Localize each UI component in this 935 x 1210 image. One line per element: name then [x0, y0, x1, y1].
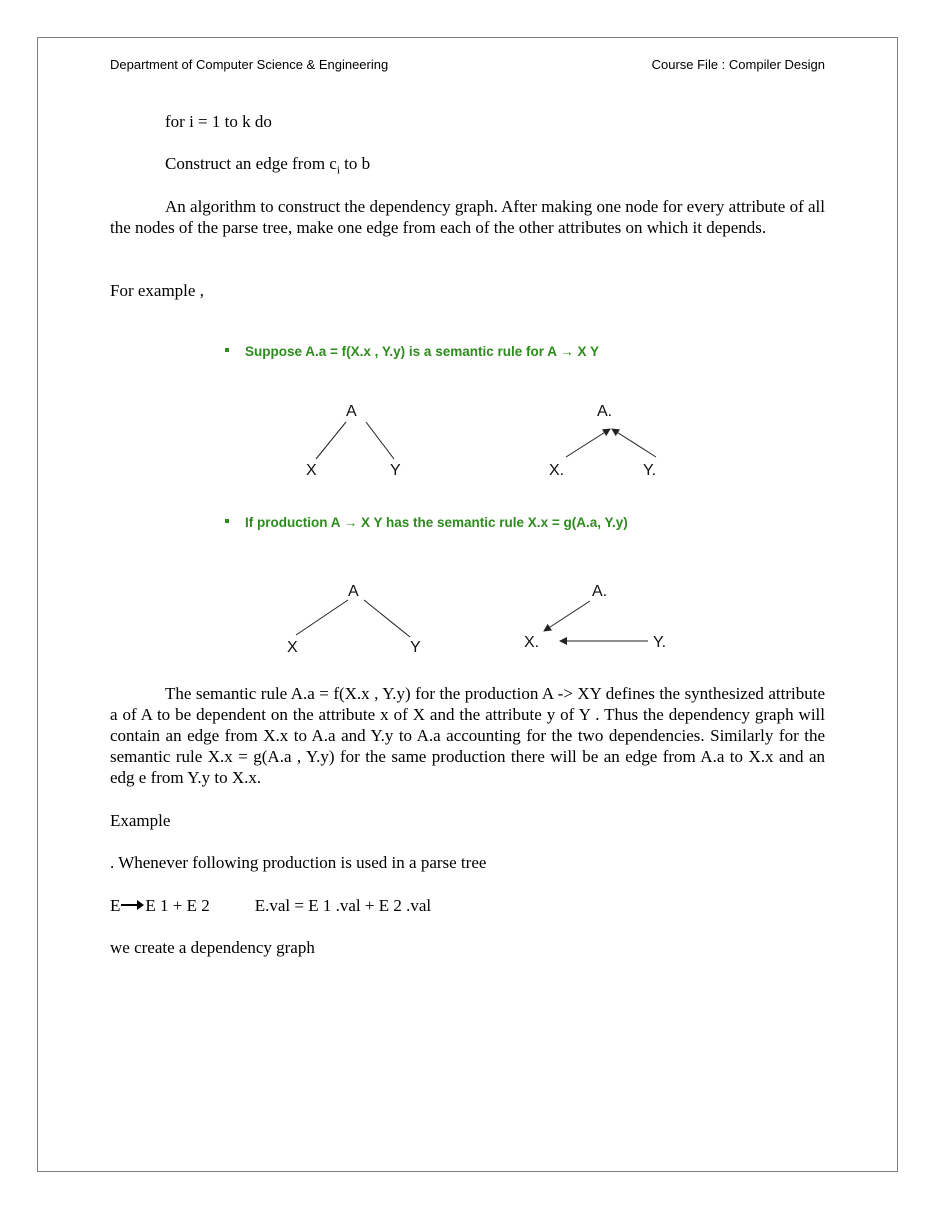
graph1-edge-x-to-a: [566, 429, 610, 457]
tree1-edge-left: [316, 422, 346, 459]
tree2-edge-left: [296, 600, 348, 635]
header-department: Department of Computer Science & Engineering: [110, 57, 389, 72]
production-line: [110, 895, 431, 916]
construct-edge-suffix: to b: [339, 154, 371, 173]
tree1-left: X: [306, 462, 317, 479]
dependency-graph-line: we create a dependency graph: [110, 938, 315, 957]
dependency-graph-1: [540, 395, 680, 485]
tree2-edge-right: [364, 600, 410, 637]
parse-tree-1: [290, 395, 430, 485]
construct-edge-prefix: Construct an edge from c: [165, 154, 337, 173]
parse-tree-2: [280, 575, 440, 660]
whenever-line: . Whenever following production is used in a parse tree: [110, 853, 487, 872]
long-right-arrow-icon: [120, 899, 145, 911]
figure-bullet-2: [225, 515, 628, 530]
paragraph-semantic-rule: The semantic rule A.a = f(X.x , Y.y) for the production A -> XY defines the synthesized attribute a of A to be dependent on the attribute x of X and the attribute y of Y . Thus the dependency graph will contain an edge from X.x to A.a and Y.y to A.a accounting for the two dependencies. Similarly for the semantic rule X.x = g(A.a , Y.y) for the same production there will be an edge from A.a to X.x and an edg e from Y.y to X.x.: [110, 684, 825, 787]
figure-bullet-2-text: If production A → X Y has the semantic rule X.x = g(A.a, Y.y): [245, 515, 628, 530]
graph1-left: X.: [549, 462, 565, 479]
figure-bullet-1: [225, 344, 599, 359]
tree2-root: A: [348, 583, 359, 600]
example-label: Example: [110, 811, 171, 830]
dependency-graph-2: [520, 575, 680, 660]
tree1-root: A: [346, 403, 357, 420]
for-example-label: For example ,: [110, 281, 204, 300]
graph1-edge-y-to-a: [612, 429, 656, 457]
tree1-right: Y: [390, 462, 401, 479]
graph1-right: Y.: [643, 462, 657, 479]
bullet-icon: [225, 348, 229, 352]
paragraph-algorithm: An algorithm to construct the dependency graph. After making one node for every attribute of all the nodes of the parse tree, make one edge from each of the other attributes on which it depends.: [110, 197, 825, 237]
graph1-root: A.: [597, 403, 613, 420]
header-course: Course File : Compiler Design: [651, 57, 825, 72]
production-semantic-rule: E.val = E 1 .val + E 2 .val: [254, 896, 432, 915]
graph2-root: A.: [592, 583, 608, 600]
graph2-edge-a-to-x: [544, 601, 590, 631]
figure-bullet-1-text: Suppose A.a = f(X.x , Y.y) is a semantic rule for A → X Y: [245, 344, 599, 359]
production-rhs: E 1 + E 2: [145, 896, 210, 915]
graph2-right: Y.: [653, 634, 667, 651]
production-lhs: E: [110, 896, 121, 915]
loop-line: for i = 1 to k do: [165, 112, 272, 131]
construct-edge-line: [165, 153, 370, 181]
tree2-right: Y: [410, 639, 421, 656]
tree1-edge-right: [366, 422, 394, 459]
graph2-left: X.: [524, 634, 540, 651]
bullet-icon: [225, 519, 229, 523]
tree2-left: X: [287, 639, 298, 656]
construct-edge-subscript: i: [336, 164, 340, 177]
